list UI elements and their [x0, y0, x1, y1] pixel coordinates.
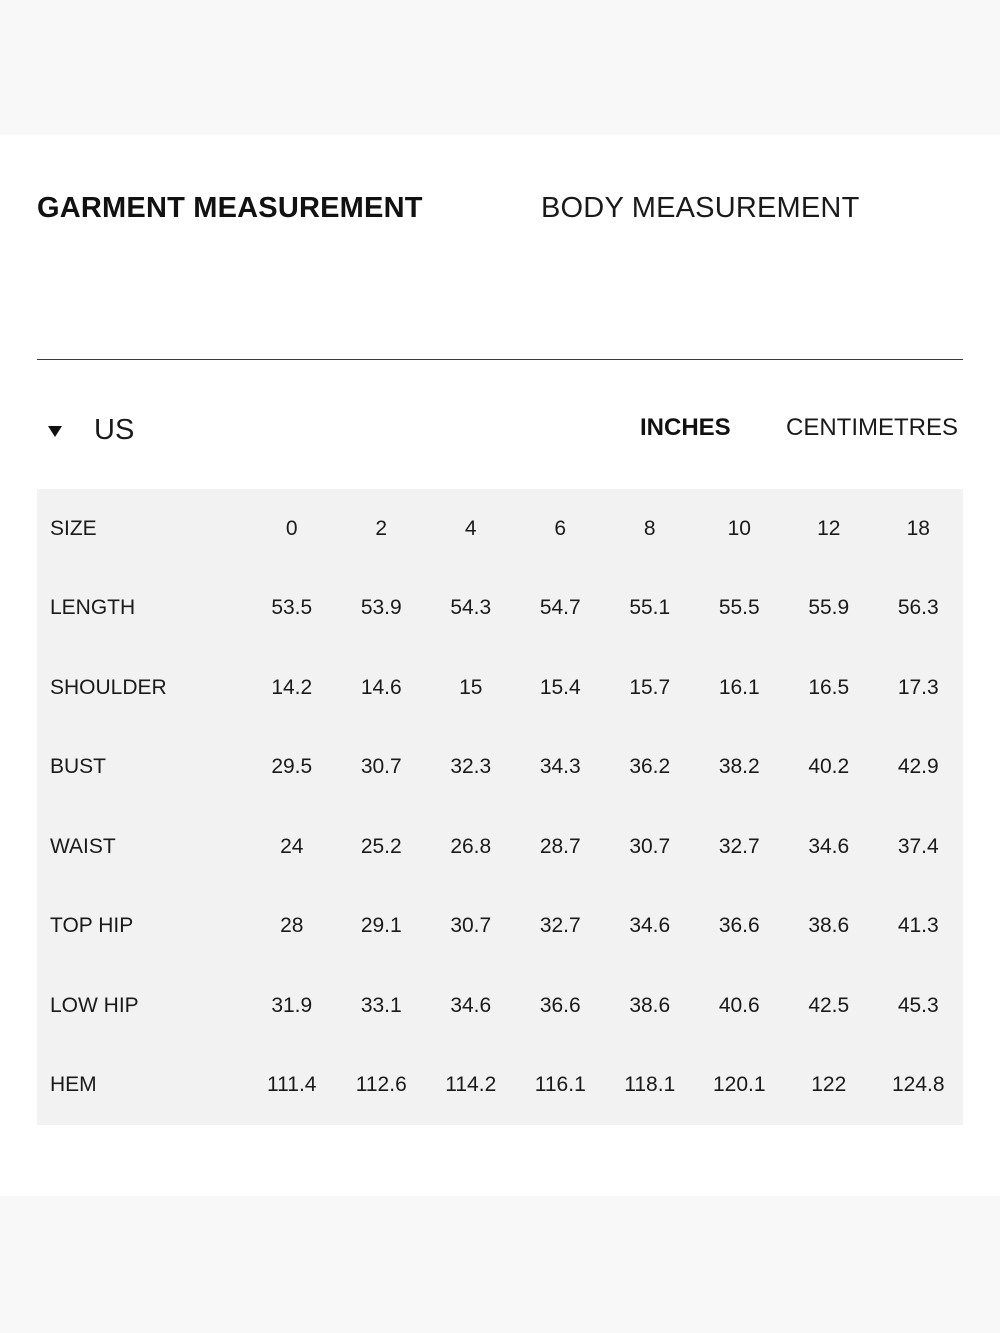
table-cell: 114.2 [445, 1073, 497, 1097]
unit-toggle-inches[interactable]: INCHES [640, 414, 731, 441]
table-cell: 18 [906, 516, 930, 540]
table-cell: 38.2 [718, 755, 760, 779]
row-label: SHOULDER [50, 675, 167, 699]
table-cell: 29.5 [271, 755, 313, 779]
table-cell: 4 [464, 516, 477, 540]
table-cell: 26.8 [450, 834, 492, 858]
table-row [37, 648, 963, 728]
table-row [37, 569, 963, 649]
bottom-backdrop [0, 1196, 1000, 1333]
table-cell: 28 [280, 914, 304, 938]
table-cell: 55.1 [629, 596, 671, 620]
table-cell: 112.6 [355, 1073, 407, 1097]
table-row [37, 807, 963, 887]
table-cell: 14.2 [271, 675, 313, 699]
table-cell: 2 [375, 516, 388, 540]
table-cell: 36.6 [539, 993, 581, 1017]
table-cell: 30.7 [360, 755, 402, 779]
table-cell: 15.4 [539, 675, 581, 699]
table-cell: 111.4 [267, 1073, 317, 1097]
table-cell: 31.9 [271, 993, 313, 1017]
table-cell: 54.7 [539, 596, 581, 620]
tab-body-measurement[interactable]: BODY MEASUREMENT [541, 192, 860, 224]
table-row [37, 489, 963, 569]
row-label: SIZE [50, 516, 97, 540]
table-cell: 55.9 [808, 596, 850, 620]
table-cell: 41.3 [897, 914, 939, 938]
table-cell: 118.1 [624, 1073, 676, 1097]
table-cell: 45.3 [897, 993, 939, 1017]
table-cell: 25.2 [360, 834, 402, 858]
table-row [37, 728, 963, 808]
table-cell: 122 [811, 1073, 847, 1097]
table-cell: 56.3 [897, 596, 939, 620]
table-cell: 54.3 [450, 596, 492, 620]
table-cell: 55.5 [718, 596, 760, 620]
table-cell: 116.1 [534, 1073, 586, 1097]
table-cell: 32.7 [718, 834, 760, 858]
table-cell: 40.2 [808, 755, 850, 779]
table-cell: 124.8 [891, 1073, 945, 1097]
table-cell: 37.4 [897, 834, 939, 858]
table-row [37, 966, 963, 1046]
caret-down-icon [48, 426, 62, 437]
table-cell: 38.6 [808, 914, 850, 938]
table-cell: 33.1 [360, 993, 402, 1017]
table-cell: 30.7 [629, 834, 671, 858]
table-cell: 53.9 [360, 596, 402, 620]
table-cell: 42.9 [897, 755, 939, 779]
region-dropdown[interactable] [48, 410, 134, 450]
table-cell: 10 [727, 516, 751, 540]
tab-garment-measurement[interactable]: GARMENT MEASUREMENT [37, 192, 423, 224]
table-cell: 8 [643, 516, 656, 540]
table-cell: 36.2 [629, 755, 671, 779]
table-cell: 12 [817, 516, 841, 540]
table-cell: 15.7 [629, 675, 671, 699]
row-label: TOP HIP [50, 914, 134, 938]
table-cell: 42.5 [808, 993, 850, 1017]
table-cell: 40.6 [718, 993, 760, 1017]
region-label: US [94, 413, 135, 446]
table-cell: 30.7 [450, 914, 492, 938]
row-label: LOW HIP [50, 993, 139, 1017]
table-cell: 15 [459, 675, 483, 699]
table-cell: 120.1 [712, 1073, 766, 1097]
unit-toggle-centimetres[interactable]: CENTIMETRES [786, 414, 959, 441]
table-row [37, 1046, 963, 1126]
row-label: BUST [50, 755, 107, 779]
table-cell: 32.7 [539, 914, 581, 938]
table-cell: 34.3 [539, 755, 581, 779]
section-divider [37, 359, 963, 360]
size-chart-table [37, 489, 963, 1125]
table-cell: 36.6 [718, 914, 760, 938]
table-cell: 34.6 [629, 914, 671, 938]
table-cell: 34.6 [808, 834, 850, 858]
row-label: WAIST [50, 834, 116, 858]
table-cell: 6 [554, 516, 567, 540]
row-label: LENGTH [50, 596, 136, 620]
table-cell: 34.6 [450, 993, 492, 1017]
table-cell: 24 [280, 834, 304, 858]
table-cell: 17.3 [897, 675, 939, 699]
table-row [37, 887, 963, 967]
top-backdrop [0, 0, 1000, 135]
table-cell: 29.1 [360, 914, 402, 938]
table-cell: 38.6 [629, 993, 671, 1017]
table-cell: 16.5 [808, 675, 850, 699]
table-cell: 0 [285, 516, 298, 540]
table-cell: 53.5 [271, 596, 313, 620]
table-cell: 28.7 [539, 834, 581, 858]
table-cell: 16.1 [718, 675, 760, 699]
table-cell: 14.6 [360, 675, 402, 699]
row-label: HEM [50, 1073, 97, 1097]
table-cell: 32.3 [450, 755, 492, 779]
